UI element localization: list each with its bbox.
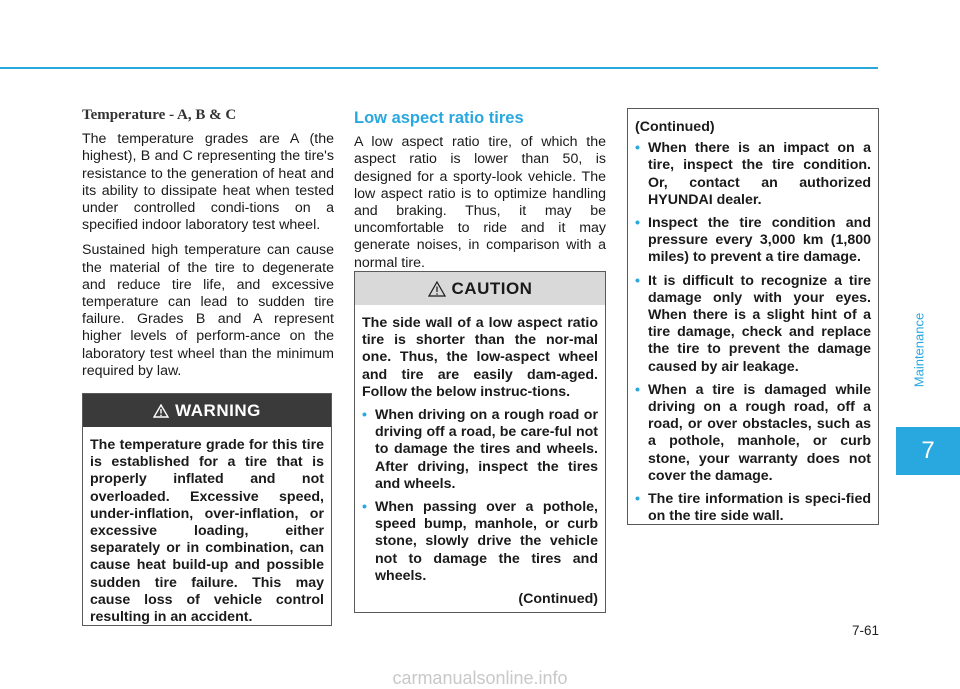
warning-triangle-icon <box>153 404 169 418</box>
caution-bullet: • When a tire is damaged while driving on a rough road, off a road, or over obstacles, such as a pothole, manhole, or curb stone, your warranty does not cover the damage. <box>635 382 871 485</box>
caution-header <box>355 272 605 305</box>
caution-bullet: • Inspect the tire condition and pressure every 3,000 km (1,800 miles) to prevent a tire damage. <box>635 215 871 267</box>
caution-triangle-icon <box>428 281 446 297</box>
caution-title: CAUTION <box>451 278 533 298</box>
caution-intro: The side wall of a low aspect ratio tire is shorter than the nor-mal one. Thus, the low-aspect wheel and tire are easily dam-aged. Follow the below instruc-tions. <box>362 315 598 400</box>
caution-body <box>355 305 605 614</box>
paragraph: Sustained high temperature can cause the material of the tire to degenerate and reduce tire life, and excessive temperature can lead to sudden tire failure. Grades B and A represent higher levels of perform-ance on the laboratory test wheel than the minimum required by law. <box>82 242 334 379</box>
side-section-label <box>912 280 926 420</box>
caution-bullet: • The tire information is speci-fied on the tire side wall. <box>635 491 871 525</box>
warning-body <box>83 427 331 638</box>
caution-bullet: • When driving on a rough road or driving off a road, be care-ful not to damage the tires and wheels. After driving, inspect the tires and wheels. <box>362 407 598 493</box>
warning-header <box>83 394 331 427</box>
page-number: 7-61 <box>851 623 879 638</box>
continued-label: (Continued) <box>635 119 715 135</box>
section-heading-temperature: Temperature - A, B & C <box>82 107 237 123</box>
top-rule <box>0 67 878 69</box>
column-low-aspect <box>354 107 606 280</box>
warning-text: The temperature grade for this tire is established for a tire that is properly inflated and not overloaded. Excessive speed, under-inflation, over-inflation, or excessive loading, either separately or in combination, can cause heat build-up and possible sudden tire failure. This may cause loss of vehicle control resulting in an accident. <box>90 437 324 626</box>
watermark: carmanualsonline.info <box>392 668 568 688</box>
chapter-tab <box>896 427 960 475</box>
paragraph: A low aspect ratio tire, of which the aspect ratio is lower than 50, is designed for a sporty-look vehicle. The low aspect ratio is to optimize handling and braking. Thus, it may be uncomfortable to ride and it may generate noises, in comparison with a normal tire. <box>354 134 606 271</box>
column-temperature <box>82 107 334 388</box>
section-heading-low-aspect: Low aspect ratio tires <box>354 109 524 127</box>
caution-box <box>354 271 606 613</box>
chapter-number: 7 <box>921 437 935 464</box>
continued-label: (Continued) <box>518 591 598 608</box>
warning-title: WARNING <box>175 400 261 420</box>
caution-bullet: • When passing over a pothole, speed bump, manhole, or curb stone, slowly drive the vehicle not to damage the tires and wheels. <box>362 499 598 585</box>
caution-body-continued <box>628 109 878 537</box>
paragraph: The temperature grades are A (the highest), B and C representing the tire's resistance to the generation of heat and its ability to dissipate heat when tested under controlled condi-tions on a specified indoor laboratory test wheel. <box>82 131 334 234</box>
caution-box-continued <box>627 108 879 525</box>
warning-box <box>82 393 332 626</box>
section-label-text: Maintenance <box>911 312 927 388</box>
caution-bullet: • When there is an impact on a tire, inspect the tire condition. Or, contact an authorized HYUNDAI dealer. <box>635 140 871 209</box>
caution-bullet: • It is difficult to recognize a tire damage only with your eyes. When there is a slight hint of a tire damage, check and replace the tire to prevent the damage caused by air leakage. <box>635 273 871 376</box>
